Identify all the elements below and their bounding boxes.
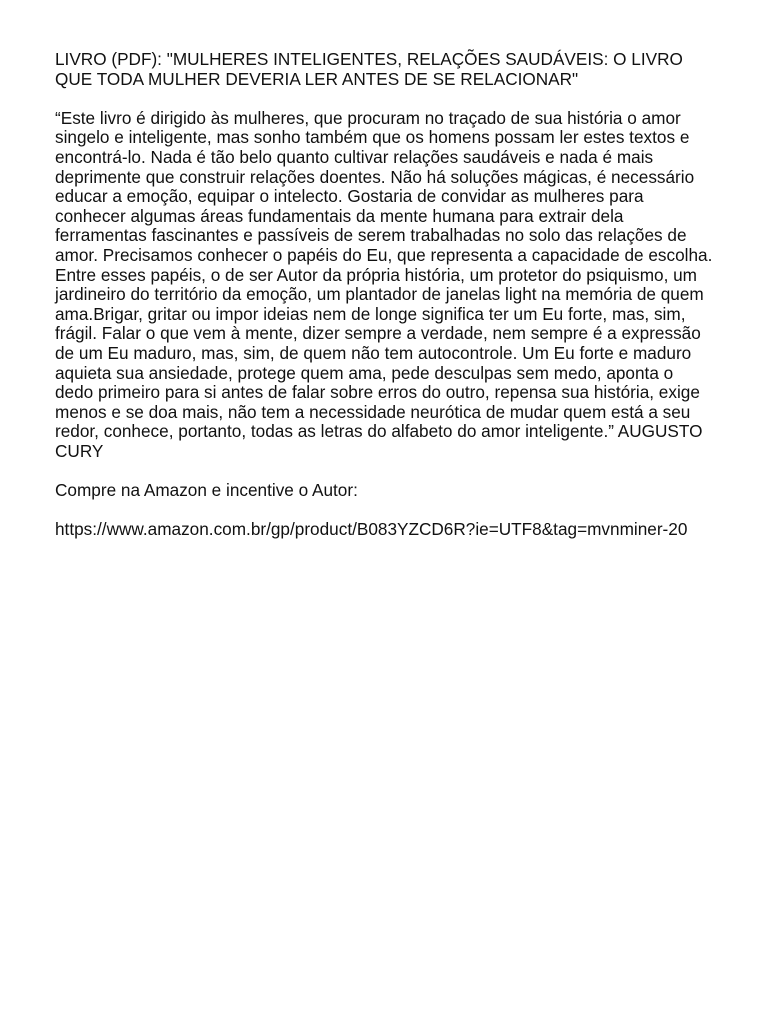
document-title: LIVRO (PDF): "MULHERES INTELIGENTES, RELAÇÕES SAUDÁVEIS: O LIVRO QUE TODA MULHER DEVERIA LER ANTES DE SE RELACIONAR" xyxy=(55,49,683,89)
amazon-call-to-action: Compre na Amazon e incentive o Autor: xyxy=(55,480,358,501)
amazon-product-link[interactable]: https://www.amazon.com.br/gp/product/B083YZCD6R?ie=UTF8&tag=mvnminer-20 xyxy=(55,519,688,540)
book-description-quote: “Este livro é dirigido às mulheres, que procuram no traçado de sua história o amor singelo e inteligente, mas sonho também que os homens possam ler estes textos e encontrá-lo. Nada é tão belo quanto cultivar relações saudáveis e nada é mais deprimente que construir relações doentes. Não há soluções mágicas, é necessário educar a emoção, equipar o intelecto. Gostaria de convidar as mulheres para conhecer algumas áreas fundamentais da mente humana para extrair dela ferramentas fascinantes e passíveis de serem trabalhadas no solo das relações de amor. Precisamos conhecer o papéis do Eu, que representa a capacidade de escolha. Entre esses papéis, o de ser Autor da própria história, um protetor do psiquismo, um jardineiro do território da emoção, um plantador de janelas light na memória de quem ama.Brigar, gritar ou impor ideias nem de longe significa ter um Eu forte, mas, sim, frágil. Falar o que vem à mente, dizer sempre a verdade, nem sempre é a expressão de um Eu maduro, mas, sim, de quem não tem autocontrole. Um Eu forte e maduro aquieta sua ansiedade, protege quem ama, pede desculpas sem medo, aponta o dedo primeiro para si antes de falar sobre erros do outro, repensa sua história, exige menos e se doa mais, não tem a necessidade neurótica de mudar quem está a seu redor, conhece, portanto, todas as letras do alfabeto do amor inteligente.” AUGUSTO CURY xyxy=(55,107,713,461)
document-body xyxy=(55,50,715,559)
